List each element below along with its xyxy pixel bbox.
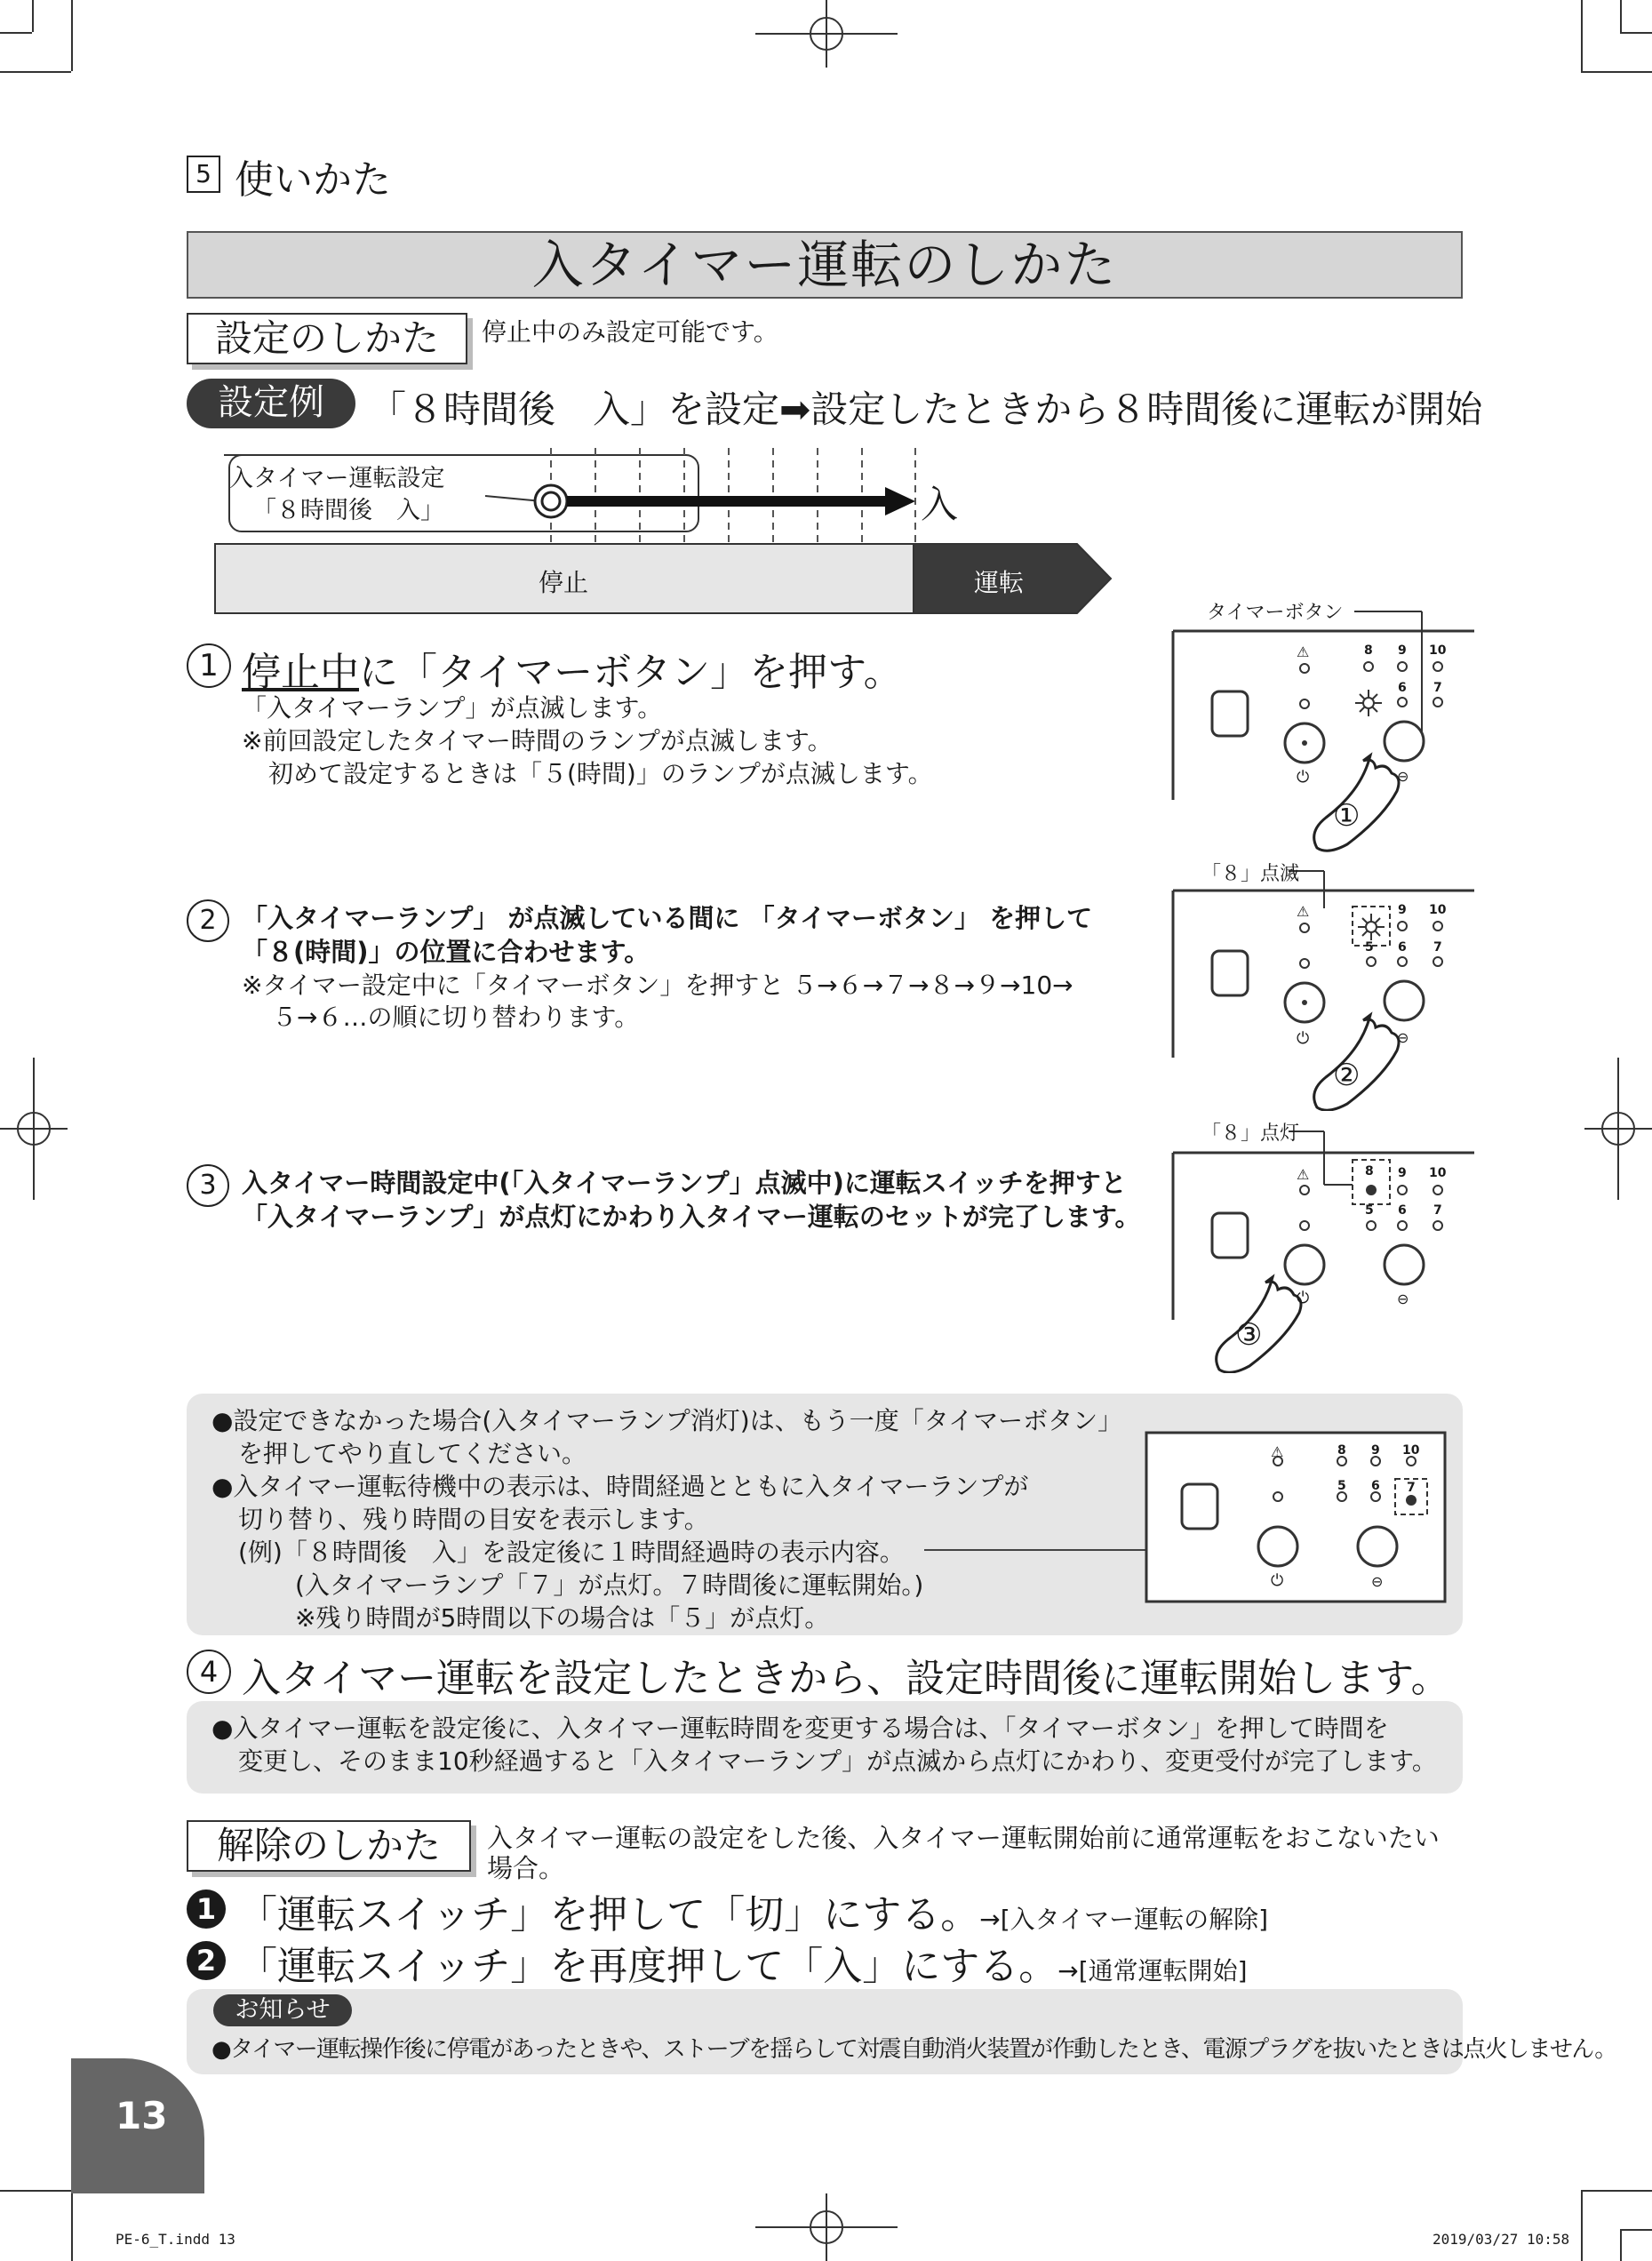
panel3-digit-5: 5 [1365, 1203, 1374, 1218]
stop-label: 停止 [539, 568, 589, 597]
registration-mark [1581, 1058, 1652, 1200]
crop-mark [0, 71, 71, 73]
panel2-digit-9: 9 [1398, 903, 1407, 917]
page-number-tab [71, 2058, 204, 2193]
panel3-digit-7: 7 [1433, 1203, 1442, 1218]
notice-text: ●タイマー運転操作後に停電があったときや、ストーブを揺らして対震自動消火装置が作動したとき、電源プラグを抜いたときは点火しません。 [211, 2036, 1616, 2063]
panel1-digit-10: 10 [1429, 643, 1447, 658]
hand-step1-number: ① [1333, 798, 1361, 834]
step4-heading: 入タイマー運転を設定したときから、設定時間後に運転開始します。 [242, 1656, 1450, 1701]
panel2-label: 「８」点滅 [1201, 863, 1300, 885]
panel4-timer-icon: ⊖ [1371, 1573, 1384, 1590]
notice-pill: お知らせ [213, 1994, 352, 2026]
step3-line1: 入タイマー時間設定中(「入タイマーランプ」点滅中)に運転スイッチを押すと [242, 1168, 1127, 1198]
cancel-step1-text: 「運転スイッチ」を押して「切」にする。 [238, 1892, 980, 1937]
panel4-digit-9: 9 [1371, 1443, 1380, 1458]
panel1-power-icon: ⏻ [1297, 768, 1310, 787]
step2-number: 2 [187, 899, 229, 942]
cancel-note1: 入タイマー運転の設定をした後、入タイマー運転開始前に通常運転をおこないたい [487, 1823, 1440, 1853]
step1-line1: 「入タイマーランプ」が点滅します。 [242, 693, 663, 723]
note1-line2: を押してやり直してください。 [238, 1439, 587, 1468]
crop-mark [71, 2190, 73, 2261]
page-title: 入タイマー運転のしかた [187, 231, 1463, 299]
panel2-warn-icon: ⚠ [1297, 903, 1310, 920]
section-title: 使いかた [235, 157, 391, 203]
control-panel-3 [1164, 1107, 1474, 1373]
panel2-digit-6: 6 [1398, 940, 1407, 955]
note1-line7: ※残り時間が5時間以下の場合は「５」が点灯。 [295, 1603, 830, 1633]
step1-number-glyph: 1 [199, 648, 219, 683]
step1-heading-underlined: 停止中 [242, 650, 359, 695]
panel2-timer-icon: ⊖ [1397, 1029, 1409, 1046]
note1-line6: (入タイマーランプ「７」が点灯。７時間後に運転開始。) [295, 1570, 924, 1600]
panel4-digit-8: 8 [1337, 1443, 1346, 1458]
panel3-digit-8: 8 [1365, 1164, 1374, 1178]
crop-mark [1581, 0, 1583, 71]
page-number: 13 [116, 2094, 168, 2137]
run-label: 運転 [974, 568, 1025, 597]
step1-line2: ※前回設定したタイマー時間のランプが点滅します。 [242, 726, 833, 755]
panel4-warn-icon: ⚠ [1271, 1443, 1284, 1460]
panel2-power-icon: ⏻ [1297, 1029, 1310, 1048]
step4-number: 4 [187, 1650, 231, 1694]
panel3-digit-10: 10 [1429, 1166, 1447, 1180]
panel1-timer-icon: ⊖ [1397, 768, 1409, 785]
arrow-end-label: 入 [921, 483, 959, 526]
step2-line2: 「８(時間)」の位置に合わせます。 [242, 937, 650, 967]
note1-line5: (例)「８時間後 入」を設定後に１時間経過時の表示内容。 [238, 1538, 905, 1567]
hand-step3-number: ③ [1235, 1317, 1263, 1353]
example-text: 「８時間後 入」を設定➡設定したときから８時間後に運転が開始 [369, 387, 1483, 431]
panel3-label: 「８」点灯 [1201, 1123, 1300, 1145]
crop-mark [1620, 2229, 1622, 2261]
cancel-step1-number: 1 [187, 1889, 226, 1929]
setting-label: 設定のしかた [187, 313, 467, 364]
control-panel-4 [915, 1422, 1448, 1609]
cancel-note2: 場合。 [487, 1853, 565, 1883]
note1-line1: ●設定できなかった場合(入タイマーランプ消灯)は、もう一度「タイマーボタン」 [211, 1406, 1123, 1435]
panel3-power-icon: ⏻ [1297, 1289, 1310, 1307]
step2-line1: 「入タイマーランプ」 が点滅している間に 「タイマーボタン」 を押して [242, 903, 1093, 933]
section-number: 5 [187, 156, 220, 193]
crop-mark [1581, 2190, 1652, 2192]
control-panel-1 [1164, 587, 1474, 853]
registration-mark [755, 2190, 898, 2261]
example-pill: 設定例 [187, 379, 355, 428]
panel1-digit-7: 7 [1433, 681, 1442, 695]
panel3-warn-icon: ⚠ [1297, 1166, 1310, 1183]
panel3-digit-6: 6 [1398, 1203, 1407, 1218]
crop-mark [1620, 32, 1652, 34]
footer-file: PE-6_T.indd 13 [116, 2231, 235, 2248]
crop-mark [32, 0, 34, 32]
cancel-step2-text: 「運転スイッチ」を再度押して「入」にする。 [238, 1944, 1058, 1989]
panel2-digit-7: 7 [1433, 940, 1442, 955]
footer-date: 2019/03/27 10:58 [1433, 2231, 1570, 2248]
panel2-digit-5: 5 [1365, 940, 1374, 955]
crop-mark [1581, 2190, 1583, 2261]
cancel-step2 [238, 1934, 1248, 1991]
step3-line2: 「入タイマーランプ」が点灯にかわり入タイマー運転のセットが完了します。 [242, 1202, 1141, 1232]
panel4-digit-10: 10 [1402, 1443, 1420, 1458]
panel4-power-icon: ⏻ [1271, 1571, 1284, 1590]
callout-line2: 「８時間後 入」 [252, 497, 444, 524]
registration-mark [0, 1058, 71, 1200]
step2-line3: ※タイマー設定中に「タイマーボタン」を押すと ５→６→７→８→９→10→ [242, 971, 1073, 1000]
panel1-label: タイマーボタン [1207, 602, 1344, 624]
cancel-step2-number: 2 [187, 1941, 226, 1980]
step3-number: 3 [187, 1164, 229, 1207]
note1-line4: 切り替り、残り時間の目安を表示します。 [238, 1505, 709, 1534]
panel4-digit-5: 5 [1337, 1479, 1346, 1493]
crop-mark [1620, 2229, 1652, 2231]
cancel-step1 [238, 1882, 1268, 1939]
crop-mark [1620, 0, 1622, 32]
cancel-step1-sub: →[入タイマー運転の解除] [979, 1905, 1268, 1934]
step1-heading [242, 640, 903, 697]
cancel-label: 解除のしかた [187, 1820, 471, 1872]
panel3-timer-icon: ⊖ [1397, 1290, 1409, 1307]
note2-line1: ●入タイマー運転を設定後に、入タイマー運転時間を変更する場合は、「タイマーボタン」を押して時間を [211, 1714, 1389, 1743]
note2-line2: 変更し、そのまま10秒経過すると「入タイマーランプ」が点滅から点灯にかわり、変更受付が完了します。 [238, 1746, 1437, 1776]
hand-step2-number: ② [1333, 1058, 1361, 1093]
panel1-warn-icon: ⚠ [1297, 643, 1310, 660]
panel3-digit-9: 9 [1398, 1166, 1407, 1180]
panel4-digit-7: 7 [1407, 1481, 1416, 1495]
step1-heading-rest: に「タイマーボタン」を押す。 [359, 650, 903, 695]
step2-line4: ５→６…の順に切り替わります。 [272, 1003, 640, 1032]
callout-line1: 入タイマー運転設定 [229, 465, 445, 492]
registration-mark [755, 0, 898, 71]
setting-note: 停止中のみ設定可能です。 [482, 317, 778, 347]
crop-mark [71, 0, 73, 71]
panel1-digit-8: 8 [1364, 643, 1373, 658]
note1-line3: ●入タイマー運転待機中の表示は、時間経過とともに入タイマーランプが [211, 1472, 1029, 1501]
step1-line3: 初めて設定するときは「５(時間)」のランプが点滅します。 [268, 759, 933, 788]
panel1-digit-6: 6 [1398, 681, 1407, 695]
crop-mark [1581, 71, 1652, 73]
cancel-step2-sub: →[通常運転開始] [1057, 1956, 1248, 1985]
panel4-digit-6: 6 [1371, 1479, 1380, 1493]
panel2-digit-10: 10 [1429, 903, 1447, 917]
crop-mark [0, 2190, 71, 2192]
crop-mark [0, 32, 32, 34]
panel1-digit-9: 9 [1398, 643, 1407, 658]
